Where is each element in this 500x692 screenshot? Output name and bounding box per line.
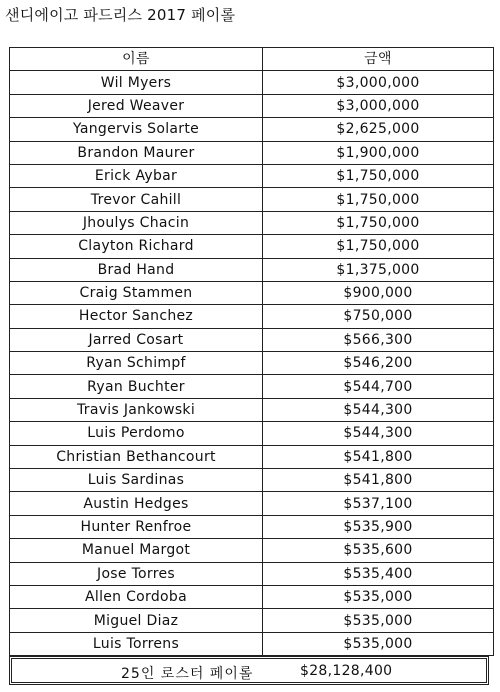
column-header-name: 이름 (10, 48, 263, 71)
salary-amount: $1,375,000 (263, 258, 494, 281)
player-name: Jarred Cosart (10, 328, 263, 351)
salary-amount: $541,800 (263, 445, 494, 468)
total-label: 25인 로스터 페이롤 (121, 666, 254, 682)
column-header-amount: 금액 (263, 48, 494, 71)
player-name: Yangervis Solarte (10, 118, 263, 141)
table-row (10, 71, 494, 94)
player-name: Luis Perdomo (10, 422, 263, 445)
table-row (10, 585, 494, 608)
player-name: Luis Sardinas (10, 469, 263, 492)
table-row (10, 141, 494, 164)
player-name: Clayton Richard (10, 235, 263, 258)
player-name: Ryan Schimpf (10, 352, 263, 375)
table-row (10, 94, 494, 117)
table-row (10, 235, 494, 258)
salary-amount: $546,200 (263, 352, 494, 375)
salary-amount: $537,100 (263, 492, 494, 515)
table-row (10, 328, 494, 351)
salary-amount: $535,900 (263, 515, 494, 538)
player-name: Brad Hand (10, 258, 263, 281)
player-name: Ryan Buchter (10, 375, 263, 398)
salary-amount: $1,900,000 (263, 141, 494, 164)
salary-amount: $900,000 (263, 281, 494, 304)
salary-amount: $541,800 (263, 469, 494, 492)
table-row (10, 352, 494, 375)
salary-amount: $1,750,000 (263, 211, 494, 234)
table-row (10, 118, 494, 141)
salary-amount: $3,000,000 (263, 71, 494, 94)
player-name: Jose Torres (10, 562, 263, 585)
table-row (10, 211, 494, 234)
player-name: Allen Cordoba (10, 585, 263, 608)
salary-amount: $535,600 (263, 539, 494, 562)
salary-amount: $750,000 (263, 305, 494, 328)
salary-amount: $1,750,000 (263, 235, 494, 258)
player-name: Christian Bethancourt (10, 445, 263, 468)
table-row (10, 492, 494, 515)
salary-amount: $544,700 (263, 375, 494, 398)
salary-amount: $3,000,000 (263, 94, 494, 117)
salary-amount: $1,750,000 (263, 164, 494, 187)
table-row (10, 539, 494, 562)
table-row (10, 375, 494, 398)
player-name: Brandon Maurer (10, 141, 263, 164)
player-name: Hector Sanchez (10, 305, 263, 328)
table-row (10, 445, 494, 468)
player-name: Craig Stammen (10, 281, 263, 304)
table-row (10, 562, 494, 585)
player-name: Austin Hedges (10, 492, 263, 515)
player-name: Manuel Margot (10, 539, 263, 562)
salary-amount: $535,000 (263, 585, 494, 608)
table-row (10, 609, 494, 632)
table-row (10, 422, 494, 445)
table-row (10, 281, 494, 304)
player-name: Wil Myers (10, 71, 263, 94)
total-payroll-row (9, 656, 489, 685)
player-name: Miguel Diaz (10, 609, 263, 632)
player-name: Jhoulys Chacin (10, 211, 263, 234)
table-row (10, 632, 494, 655)
player-name: Erick Aybar (10, 164, 263, 187)
salary-amount: $2,625,000 (263, 118, 494, 141)
table-row (10, 258, 494, 281)
table-header-row (10, 48, 494, 71)
player-name: Luis Torrens (10, 632, 263, 655)
salary-amount: $1,750,000 (263, 188, 494, 211)
player-name: Travis Jankowski (10, 398, 263, 421)
page-title: 샌디에이고 파드리스 2017 페이롤 (5, 6, 236, 24)
total-value: $28,128,400 (300, 663, 393, 679)
table-row (10, 188, 494, 211)
player-name: Jered Weaver (10, 94, 263, 117)
salary-amount: $566,300 (263, 328, 494, 351)
table-row (10, 515, 494, 538)
table-row (10, 164, 494, 187)
salary-amount: $535,000 (263, 609, 494, 632)
player-name: Trevor Cahill (10, 188, 263, 211)
table-row (10, 305, 494, 328)
table-row (10, 469, 494, 492)
salary-amount: $535,400 (263, 562, 494, 585)
payroll-table (9, 47, 494, 656)
salary-amount: $544,300 (263, 398, 494, 421)
salary-amount: $544,300 (263, 422, 494, 445)
table-row (10, 398, 494, 421)
player-name: Hunter Renfroe (10, 515, 263, 538)
salary-amount: $535,000 (263, 632, 494, 655)
